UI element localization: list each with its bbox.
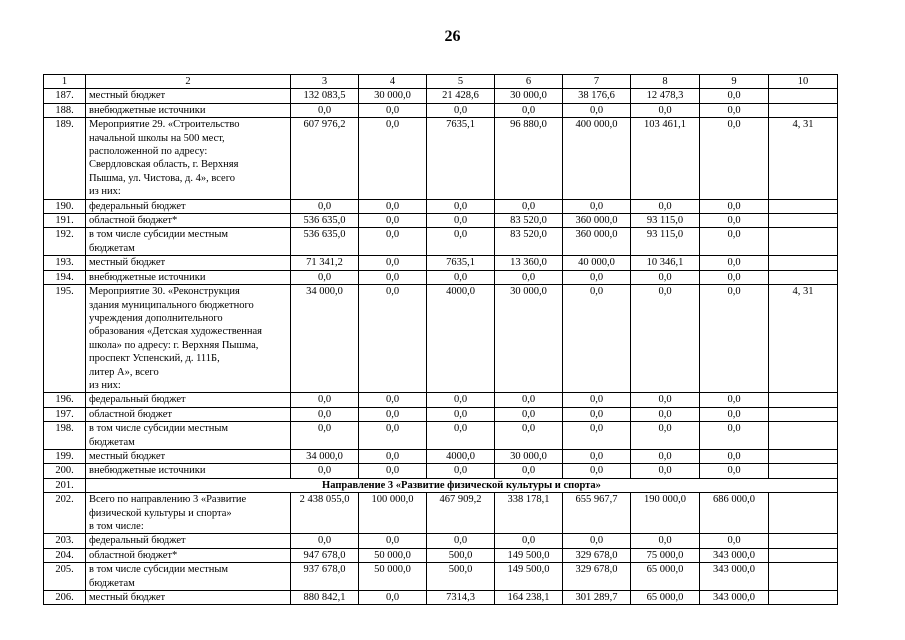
row-name-line: федеральный бюджет: [89, 535, 186, 547]
cell-col-3: 34 000,0: [291, 285, 359, 393]
cell-col-4: 0,0: [359, 534, 427, 548]
table-body: [44, 75, 838, 605]
row-name: [86, 393, 291, 407]
cell-col-4: 0,0: [359, 228, 427, 256]
cell-col-8: 93 115,0: [631, 228, 700, 256]
cell-col-10: [769, 103, 838, 117]
row-number: 198.: [44, 422, 86, 450]
row-name-line: литер А», всего: [89, 366, 159, 378]
cell-col-6: 164 238,1: [495, 591, 563, 605]
cell-col-3: 34 000,0: [291, 449, 359, 463]
cell-col-4: 0,0: [359, 449, 427, 463]
cell-col-9: 0,0: [700, 407, 769, 421]
cell-col-7: 38 176,6: [563, 89, 631, 103]
cell-col-4: 0,0: [359, 464, 427, 478]
table-row: [44, 270, 838, 284]
cell-col-8: 0,0: [631, 103, 700, 117]
cell-col-8: 0,0: [631, 407, 700, 421]
cell-col-10: 4, 31: [769, 118, 838, 199]
row-number: 205.: [44, 563, 86, 591]
cell-col-5: 0,0: [427, 228, 495, 256]
cell-col-3: 132 083,5: [291, 89, 359, 103]
table-row: [44, 214, 838, 228]
cell-col-3: 0,0: [291, 199, 359, 213]
table-row: [44, 407, 838, 421]
table-row: [44, 256, 838, 270]
row-number: 195.: [44, 285, 86, 393]
cell-col-4: 0,0: [359, 285, 427, 393]
cell-col-3: 2 438 055,0: [291, 493, 359, 534]
cell-col-8: 0,0: [631, 270, 700, 284]
cell-col-5: 467 909,2: [427, 493, 495, 534]
cell-col-8: 65 000,0: [631, 591, 700, 605]
row-name: [86, 449, 291, 463]
cell-col-4: 50 000,0: [359, 548, 427, 562]
cell-col-5: 0,0: [427, 422, 495, 450]
cell-col-8: 0,0: [631, 464, 700, 478]
cell-col-6: 149 500,0: [495, 563, 563, 591]
cell-col-8: 93 115,0: [631, 214, 700, 228]
column-header: 7: [563, 75, 631, 89]
row-name: [86, 270, 291, 284]
cell-col-10: [769, 464, 838, 478]
row-number: 200.: [44, 464, 86, 478]
cell-col-9: 343 000,0: [700, 563, 769, 591]
cell-col-9: 0,0: [700, 449, 769, 463]
table-row: [44, 449, 838, 463]
row-name-line: бюджетам: [89, 436, 135, 448]
row-name: [86, 563, 291, 591]
cell-col-5: 0,0: [427, 270, 495, 284]
cell-col-10: [769, 534, 838, 548]
cell-col-8: 0,0: [631, 534, 700, 548]
cell-col-4: 0,0: [359, 103, 427, 117]
table-row: [44, 228, 838, 256]
cell-col-3: 0,0: [291, 407, 359, 421]
cell-col-10: [769, 214, 838, 228]
cell-col-3: 0,0: [291, 534, 359, 548]
page-number: 26: [444, 28, 461, 45]
column-header: 8: [631, 75, 700, 89]
column-header: 9: [700, 75, 769, 89]
row-name-line: внебюджетные источники: [89, 104, 206, 116]
row-name-line: областной бюджет*: [89, 215, 178, 227]
row-number: 187.: [44, 89, 86, 103]
cell-col-3: 0,0: [291, 422, 359, 450]
cell-col-9: 0,0: [700, 256, 769, 270]
cell-col-4: 0,0: [359, 407, 427, 421]
row-name-line: начальной школы на 500 мест,: [89, 132, 225, 144]
row-name-line: бюджетам: [89, 242, 135, 254]
cell-col-5: 4000,0: [427, 285, 495, 393]
cell-col-7: 0,0: [563, 103, 631, 117]
cell-col-7: 0,0: [563, 464, 631, 478]
cell-col-10: [769, 228, 838, 256]
row-name: [86, 256, 291, 270]
row-name-line: Всего по направлению 3 «Развитие: [89, 494, 247, 506]
cell-col-4: 0,0: [359, 270, 427, 284]
row-number: 193.: [44, 256, 86, 270]
cell-col-9: 0,0: [700, 464, 769, 478]
cell-col-7: 655 967,7: [563, 493, 631, 534]
row-number: 202.: [44, 493, 86, 534]
table-row: [44, 103, 838, 117]
row-number: 197.: [44, 407, 86, 421]
cell-col-5: 0,0: [427, 464, 495, 478]
row-name-line: местный бюджет: [89, 90, 166, 102]
row-name-line: из них:: [89, 186, 121, 198]
table-row: [44, 591, 838, 605]
cell-col-8: 0,0: [631, 422, 700, 450]
cell-col-3: 0,0: [291, 103, 359, 117]
row-name: [86, 228, 291, 256]
cell-col-3: 880 842,1: [291, 591, 359, 605]
cell-col-10: [769, 493, 838, 534]
row-name-line: школа» по адресу: г. Верхняя Пышма,: [89, 339, 259, 351]
cell-col-10: [769, 407, 838, 421]
row-name-line: в том числе субсидии местным: [89, 564, 229, 576]
cell-col-5: 500,0: [427, 548, 495, 562]
cell-col-7: 0,0: [563, 422, 631, 450]
row-name-line: Свердловская область, г. Верхняя: [89, 159, 239, 171]
cell-col-9: 0,0: [700, 422, 769, 450]
cell-col-6: 149 500,0: [495, 548, 563, 562]
row-name-line: здания муниципального бюджетного: [89, 299, 254, 311]
cell-col-7: 0,0: [563, 534, 631, 548]
row-name: [86, 591, 291, 605]
row-name-line: федеральный бюджет: [89, 394, 186, 406]
row-number: 190.: [44, 199, 86, 213]
cell-col-5: 0,0: [427, 103, 495, 117]
cell-col-9: 0,0: [700, 534, 769, 548]
table-row: [44, 464, 838, 478]
row-number: 204.: [44, 548, 86, 562]
cell-col-7: 301 289,7: [563, 591, 631, 605]
cell-col-8: 0,0: [631, 285, 700, 393]
cell-col-10: [769, 591, 838, 605]
row-name-line: местный бюджет: [89, 592, 166, 604]
cell-col-4: 0,0: [359, 393, 427, 407]
row-number: 191.: [44, 214, 86, 228]
cell-col-4: 0,0: [359, 214, 427, 228]
cell-col-3: 0,0: [291, 393, 359, 407]
cell-col-5: 21 428,6: [427, 89, 495, 103]
cell-col-10: [769, 422, 838, 450]
table-row: [44, 493, 838, 534]
cell-col-10: [769, 449, 838, 463]
cell-col-5: 7635,1: [427, 256, 495, 270]
cell-col-6: 30 000,0: [495, 89, 563, 103]
header-row: [44, 75, 838, 89]
cell-col-9: 0,0: [700, 89, 769, 103]
cell-col-5: 0,0: [427, 393, 495, 407]
cell-col-5: 0,0: [427, 214, 495, 228]
row-name: [86, 493, 291, 534]
table-row: [44, 89, 838, 103]
table-row: [44, 393, 838, 407]
row-name-line: физической культуры и спорта»: [89, 507, 232, 519]
cell-col-6: 0,0: [495, 393, 563, 407]
cell-col-9: 343 000,0: [700, 591, 769, 605]
column-header: 1: [44, 75, 86, 89]
cell-col-6: 0,0: [495, 199, 563, 213]
row-number: 194.: [44, 270, 86, 284]
row-name: [86, 534, 291, 548]
cell-col-7: 0,0: [563, 407, 631, 421]
cell-col-9: 0,0: [700, 270, 769, 284]
cell-col-6: 0,0: [495, 464, 563, 478]
cell-col-3: 71 341,2: [291, 256, 359, 270]
cell-col-10: 4, 31: [769, 285, 838, 393]
cell-col-3: 947 678,0: [291, 548, 359, 562]
cell-col-8: 190 000,0: [631, 493, 700, 534]
cell-col-7: 0,0: [563, 270, 631, 284]
row-name-line: расположенной по адресу:: [89, 146, 208, 158]
cell-col-7: 329 678,0: [563, 563, 631, 591]
cell-col-4: 0,0: [359, 199, 427, 213]
cell-col-3: 607 976,2: [291, 118, 359, 199]
cell-col-7: 360 000,0: [563, 214, 631, 228]
cell-col-4: 50 000,0: [359, 563, 427, 591]
cell-col-5: 0,0: [427, 534, 495, 548]
budget-table: [43, 74, 838, 605]
row-name-line: бюджетам: [89, 577, 135, 589]
row-name-line: Мероприятие 29. «Строительство: [89, 119, 240, 131]
cell-col-9: 0,0: [700, 285, 769, 393]
row-number: 189.: [44, 118, 86, 199]
row-name: [86, 422, 291, 450]
column-header: 10: [769, 75, 838, 89]
row-name: [86, 103, 291, 117]
row-name-line: в том числе:: [89, 521, 144, 532]
row-name-line: местный бюджет: [89, 450, 166, 462]
cell-col-8: 75 000,0: [631, 548, 700, 562]
cell-col-3: 0,0: [291, 464, 359, 478]
cell-col-9: 0,0: [700, 228, 769, 256]
cell-col-7: 40 000,0: [563, 256, 631, 270]
cell-col-3: 536 635,0: [291, 228, 359, 256]
cell-col-8: 65 000,0: [631, 563, 700, 591]
row-name: [86, 214, 291, 228]
row-name-line: в том числе субсидии местным: [89, 229, 229, 241]
row-name-line: образования «Детская художественная: [89, 326, 262, 338]
cell-col-10: [769, 256, 838, 270]
cell-col-7: 0,0: [563, 285, 631, 393]
cell-col-10: [769, 270, 838, 284]
table-row: [44, 199, 838, 213]
cell-col-10: [769, 393, 838, 407]
cell-col-6: 0,0: [495, 534, 563, 548]
table-row: [44, 563, 838, 591]
cell-col-3: 937 678,0: [291, 563, 359, 591]
cell-col-8: 12 478,3: [631, 89, 700, 103]
row-name-line: учреждения дополнительного: [89, 312, 223, 324]
cell-col-9: 0,0: [700, 103, 769, 117]
cell-col-8: 0,0: [631, 393, 700, 407]
cell-col-8: 0,0: [631, 199, 700, 213]
cell-col-9: 0,0: [700, 214, 769, 228]
row-name: [86, 407, 291, 421]
cell-col-10: [769, 89, 838, 103]
cell-col-6: 338 178,1: [495, 493, 563, 534]
row-name: [86, 548, 291, 562]
cell-col-9: 0,0: [700, 199, 769, 213]
row-name: [86, 464, 291, 478]
cell-col-6: 96 880,0: [495, 118, 563, 199]
cell-col-4: 0,0: [359, 256, 427, 270]
cell-col-5: 500,0: [427, 563, 495, 591]
table-row: [44, 285, 838, 393]
cell-col-5: 4000,0: [427, 449, 495, 463]
column-header: 3: [291, 75, 359, 89]
row-name-line: Мероприятие 30. «Реконструкция: [89, 286, 240, 298]
cell-col-4: 30 000,0: [359, 89, 427, 103]
cell-col-5: 7635,1: [427, 118, 495, 199]
row-name-line: внебюджетные источники: [89, 465, 206, 477]
cell-col-6: 0,0: [495, 103, 563, 117]
column-header: 6: [495, 75, 563, 89]
cell-col-10: [769, 548, 838, 562]
cell-col-10: [769, 199, 838, 213]
cell-col-9: 0,0: [700, 393, 769, 407]
table-row: [44, 422, 838, 450]
cell-col-8: 10 346,1: [631, 256, 700, 270]
section-row: [44, 478, 838, 492]
row-number: 206.: [44, 591, 86, 605]
table-row: [44, 548, 838, 562]
cell-col-3: 536 635,0: [291, 214, 359, 228]
row-number: 199.: [44, 449, 86, 463]
row-name: [86, 118, 291, 199]
cell-col-5: 0,0: [427, 199, 495, 213]
cell-col-5: 0,0: [427, 407, 495, 421]
row-name-line: Пышма, ул. Чистова, д. 4», всего: [89, 172, 236, 184]
cell-col-4: 100 000,0: [359, 493, 427, 534]
row-name-line: областной бюджет*: [89, 549, 178, 561]
row-number: 201.: [44, 478, 86, 492]
cell-col-6: 0,0: [495, 407, 563, 421]
cell-col-6: 30 000,0: [495, 449, 563, 463]
cell-col-7: 0,0: [563, 449, 631, 463]
section-title: Направление 3 «Развитие физической культуры и спорта»: [86, 478, 838, 492]
cell-col-6: 0,0: [495, 270, 563, 284]
row-name-line: федеральный бюджет: [89, 200, 186, 212]
row-name-line: проспект Успенский, д. 111Б,: [89, 353, 220, 365]
row-name-line: областной бюджет: [89, 408, 172, 420]
row-name-line: внебюджетные источники: [89, 271, 206, 283]
row-number: 196.: [44, 393, 86, 407]
row-name: [86, 199, 291, 213]
cell-col-9: 0,0: [700, 118, 769, 199]
cell-col-4: 0,0: [359, 422, 427, 450]
row-name-line: из них:: [89, 379, 121, 391]
cell-col-7: 360 000,0: [563, 228, 631, 256]
cell-col-6: 0,0: [495, 422, 563, 450]
cell-col-8: 103 461,1: [631, 118, 700, 199]
cell-col-7: 0,0: [563, 393, 631, 407]
row-name: [86, 89, 291, 103]
cell-col-6: 30 000,0: [495, 285, 563, 393]
row-name: [86, 285, 291, 393]
cell-col-3: 0,0: [291, 270, 359, 284]
cell-col-6: 83 520,0: [495, 214, 563, 228]
cell-col-4: 0,0: [359, 118, 427, 199]
cell-col-8: 0,0: [631, 449, 700, 463]
cell-col-7: 400 000,0: [563, 118, 631, 199]
cell-col-5: 7314,3: [427, 591, 495, 605]
column-header: 5: [427, 75, 495, 89]
row-name-line: местный бюджет: [89, 257, 166, 269]
row-number: 188.: [44, 103, 86, 117]
cell-col-9: 343 000,0: [700, 548, 769, 562]
cell-col-10: [769, 563, 838, 591]
cell-col-7: 0,0: [563, 199, 631, 213]
row-name-line: в том числе субсидии местным: [89, 423, 229, 435]
cell-col-7: 329 678,0: [563, 548, 631, 562]
row-number: 192.: [44, 228, 86, 256]
row-number: 203.: [44, 534, 86, 548]
column-header: 4: [359, 75, 427, 89]
cell-col-4: 0,0: [359, 591, 427, 605]
cell-col-6: 13 360,0: [495, 256, 563, 270]
cell-col-6: 83 520,0: [495, 228, 563, 256]
table-row: [44, 534, 838, 548]
table-row: [44, 118, 838, 199]
column-header: 2: [86, 75, 291, 89]
cell-col-9: 686 000,0: [700, 493, 769, 534]
